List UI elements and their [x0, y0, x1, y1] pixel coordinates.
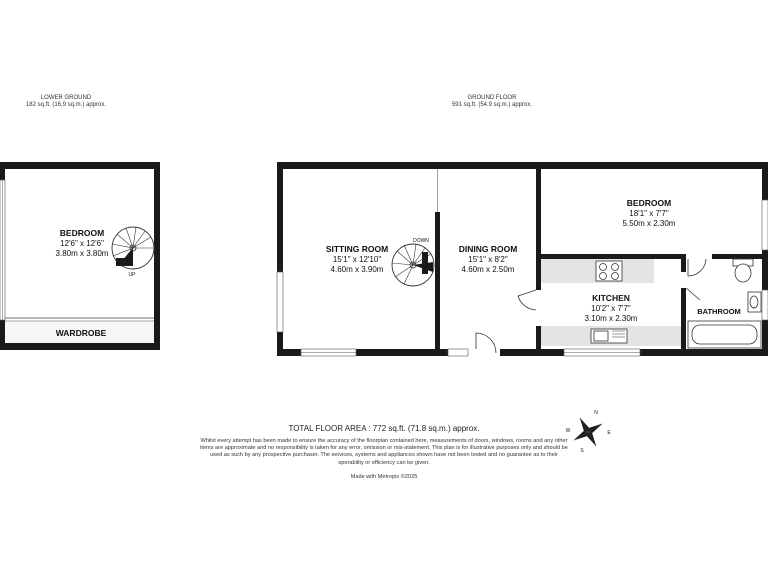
- sitting-room-dim-metric: 4.60m x 3.90m: [330, 265, 384, 274]
- lower-bedroom-dim-metric: 3.80m x 3.80m: [55, 249, 109, 258]
- stair-down-label: DOWN: [413, 238, 429, 244]
- basin-icon: [748, 292, 761, 312]
- lower-bedroom-dim-imperial: 12'6" x 12'6": [60, 239, 104, 248]
- toilet-icon: [733, 259, 753, 282]
- ground-floor-name: GROUND FLOOR: [467, 95, 517, 101]
- sitting-room-dim-imperial: 15'1" x 12'10": [332, 255, 382, 264]
- sitting-room-name: SITTING ROOM: [325, 244, 389, 254]
- bathroom-name: BATHROOM: [697, 307, 741, 316]
- dining-room-dim-imperial: 15'1" x 8'2": [468, 255, 508, 264]
- spiral-stair-lower: [112, 227, 154, 269]
- dining-room-dim-metric: 4.60m x 2.50m: [461, 265, 515, 274]
- lower-ground-plan: [0, 162, 160, 350]
- disclaimer: Whilst every attempt has been made to ensure the accuracy of the floorplan contained here, measurements of doors, windows, rooms and any other items are approximate and no responsibility is taken for any error, omission or mis-statement. This plan is for illustrative purposes only and should be used as such by any prospective purchaser. The services, systems and appliances shown have not been tested and no guarantee as to their operability or efficiency can be given.: [200, 438, 568, 466]
- sitting-dining-wall: [435, 212, 440, 356]
- compass-s: S: [580, 448, 584, 454]
- compass-e: E: [607, 430, 611, 436]
- kitchen-sink: [591, 329, 627, 343]
- ground-wall-bottom-2: [356, 349, 448, 356]
- lower-ground-floor-area: 182 sq.ft. (16.9 sq.m.) approx.: [25, 102, 107, 108]
- hob: [596, 261, 622, 281]
- lower-wall-right: [154, 162, 160, 350]
- lower-wall-top: [0, 162, 160, 169]
- ground-wall-top: [277, 162, 768, 169]
- kitchen-name: KITCHEN: [592, 293, 630, 303]
- bedroom-kitchen-wall: [541, 254, 681, 259]
- kitchen-dim-metric: 3.10m x 2.30m: [584, 314, 638, 323]
- total-floor-area: TOTAL FLOOR AREA : 772 sq.ft. (71.8 sq.m.) approx.: [288, 424, 480, 433]
- dining-right-wall: [536, 162, 541, 290]
- bath-wall-left-top: [681, 254, 686, 272]
- dining-room-name: DINING ROOM: [458, 244, 518, 254]
- lower-bedroom-name: BEDROOM: [59, 228, 105, 238]
- bedroom-name: BEDROOM: [626, 198, 672, 208]
- made-with-credit: Made with Metropix ©2025: [350, 474, 418, 480]
- kitchen-door: [518, 290, 536, 310]
- kitchen-dim-imperial: 10'2" x 7'7": [591, 304, 631, 313]
- ground-wall-bottom-1: [277, 349, 301, 356]
- compass-icon: [565, 409, 611, 455]
- compass-n: N: [594, 410, 598, 416]
- bath-icon: [688, 321, 761, 348]
- ground-wall-bottom-3: [500, 349, 564, 356]
- lower-ground-floor-name: LOWER GROUND: [40, 95, 92, 101]
- spiral-stair-ground: [392, 244, 434, 286]
- wardrobe-name: WARDROBE: [55, 328, 107, 338]
- compass-w: W: [565, 428, 571, 434]
- lower-wall-bottom: [0, 343, 160, 350]
- ground-wall-right: [762, 162, 768, 356]
- dining-right-wall-lower: [536, 326, 541, 356]
- stair-up-label: UP: [128, 272, 136, 278]
- bedroom-bath-wall: [712, 254, 762, 259]
- ground-floor-area: 591 sq.ft. (54.9 sq.m.) approx.: [451, 102, 533, 108]
- bathroom-door: [686, 288, 700, 300]
- bedroom-door: [688, 259, 706, 276]
- ground-wall-bottom-4: [640, 349, 768, 356]
- bath-wall-left: [681, 288, 686, 356]
- ground-floor-plan: [277, 162, 768, 356]
- front-door: [476, 333, 496, 353]
- bedroom-dim-metric: 5.50m x 2.30m: [622, 219, 676, 228]
- bedroom-dim-imperial: 18'1" x 7'7": [629, 209, 669, 218]
